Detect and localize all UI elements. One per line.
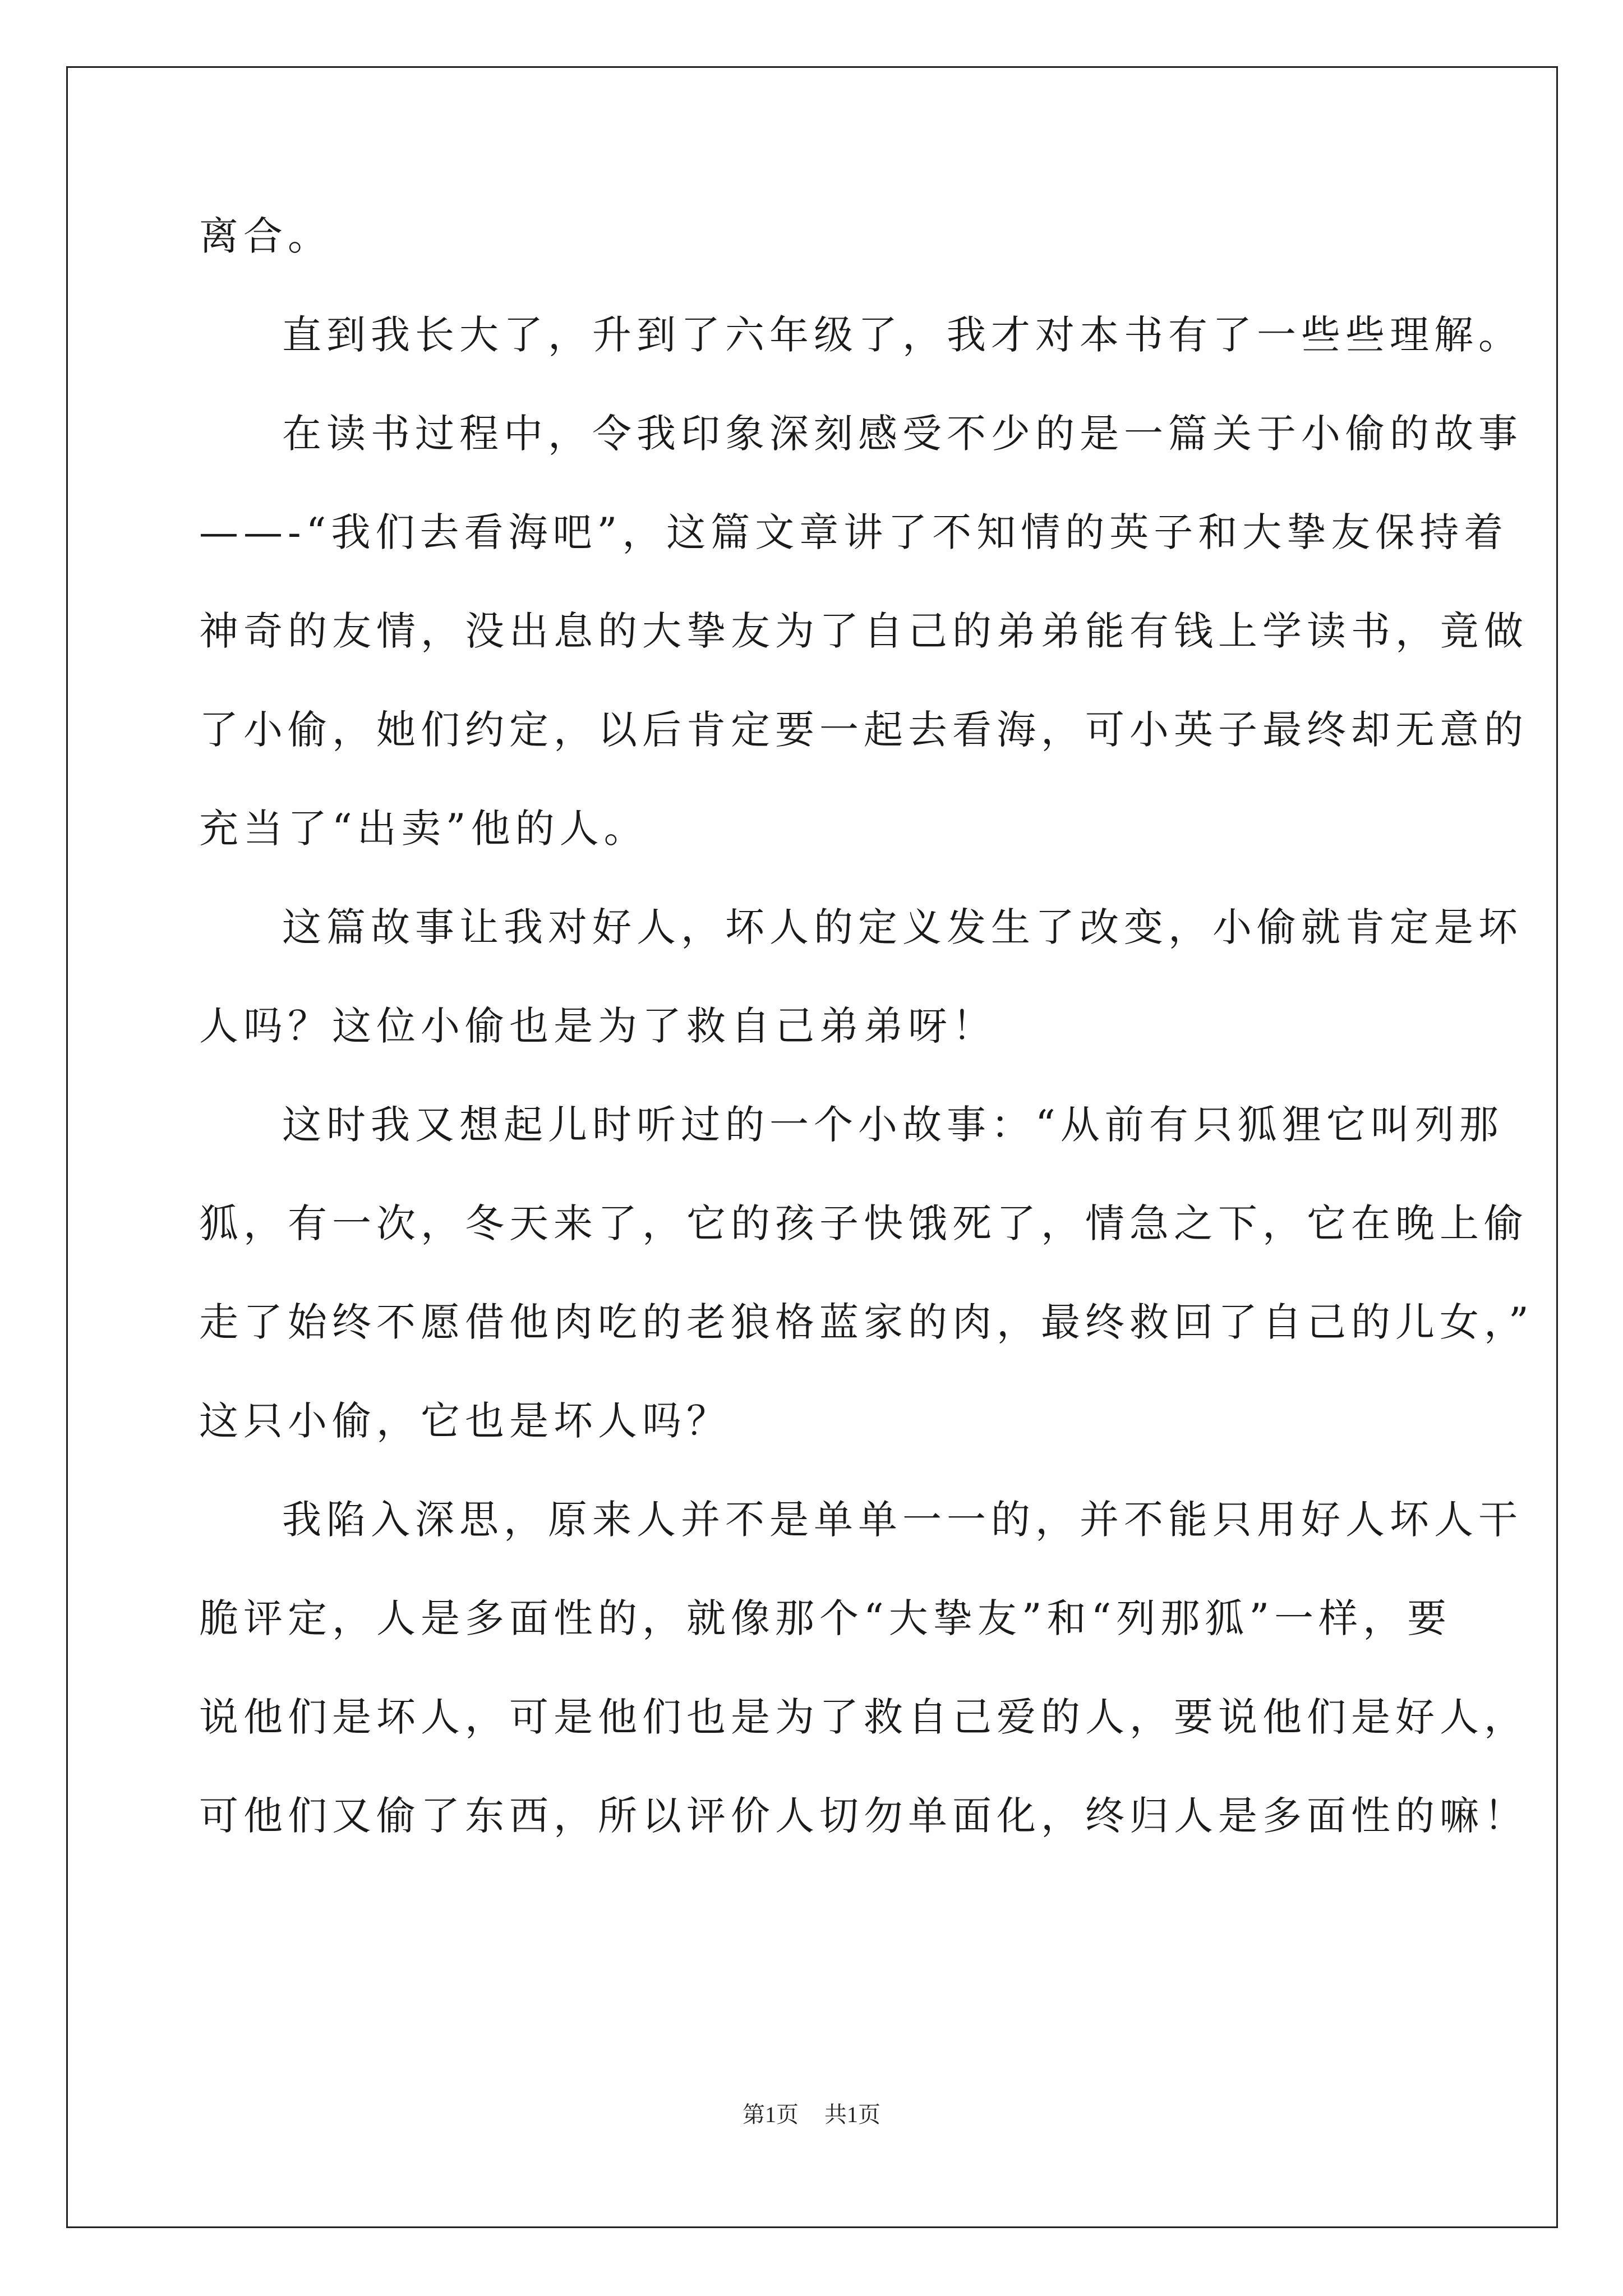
paragraph-first-line: 这时我又想起儿时听过的一个小故事：“从前有只狐狸它叫列那 — [282, 1102, 1504, 1148]
paragraph-first-line: 这篇故事让我对好人，坏人的定义发生了改变，小偷就肯定是坏 — [282, 904, 1523, 950]
page-total: 共1页 — [824, 2102, 880, 2127]
text-line: ——-“我们去看海吧”，这篇文章讲了不知情的英子和大挚友保持着 — [199, 509, 1509, 555]
text-line: 充当了“出卖”他的人。 — [199, 806, 648, 852]
text-line: 人吗？这位小偷也是为了救自己弟弟呀！ — [199, 1003, 997, 1049]
text-line: 可他们又偷了东西，所以评价人切勿单面化，终归人是多面性的嘛！ — [199, 1793, 1528, 1839]
page-footer — [0, 2098, 1623, 2132]
text-line: 这只小偷，它也是坏人吗？ — [199, 1398, 731, 1444]
paragraph-first-line: 我陷入深思，原来人并不是单单一一的，并不能只用好人坏人干 — [282, 1497, 1523, 1543]
text-line: 说他们是坏人，可是他们也是为了救自己爱的人，要说他们是好人， — [199, 1694, 1528, 1740]
paragraph-first-line: 直到我长大了，升到了六年级了，我才对本书有了一些些理解。 — [282, 312, 1523, 358]
text-line: 了小偷，她们约定，以后肯定要一起去看海，可小英子最终却无意的 — [199, 707, 1528, 753]
paragraph-first-line: 在读书过程中，令我印象深刻感受不少的是一篇关于小偷的故事 — [282, 411, 1523, 457]
text-line: 神奇的友情，没出息的大挚友为了自己的弟弟能有钱上学读书，竟做 — [199, 608, 1528, 654]
text-line: 脆评定，人是多面性的，就像那个“大挚友”和“列那狐”一样，要 — [199, 1595, 1452, 1641]
text-line: 走了始终不愿借他肉吃的老狼格蓝家的肉，最终救回了自己的儿女，” — [199, 1299, 1534, 1345]
text-line: 离合。 — [199, 213, 332, 259]
text-line: 狐，有一次，冬天来了，它的孩子快饿死了，情急之下，它在晚上偷 — [199, 1200, 1528, 1246]
page-number: 第1页 — [743, 2102, 799, 2127]
